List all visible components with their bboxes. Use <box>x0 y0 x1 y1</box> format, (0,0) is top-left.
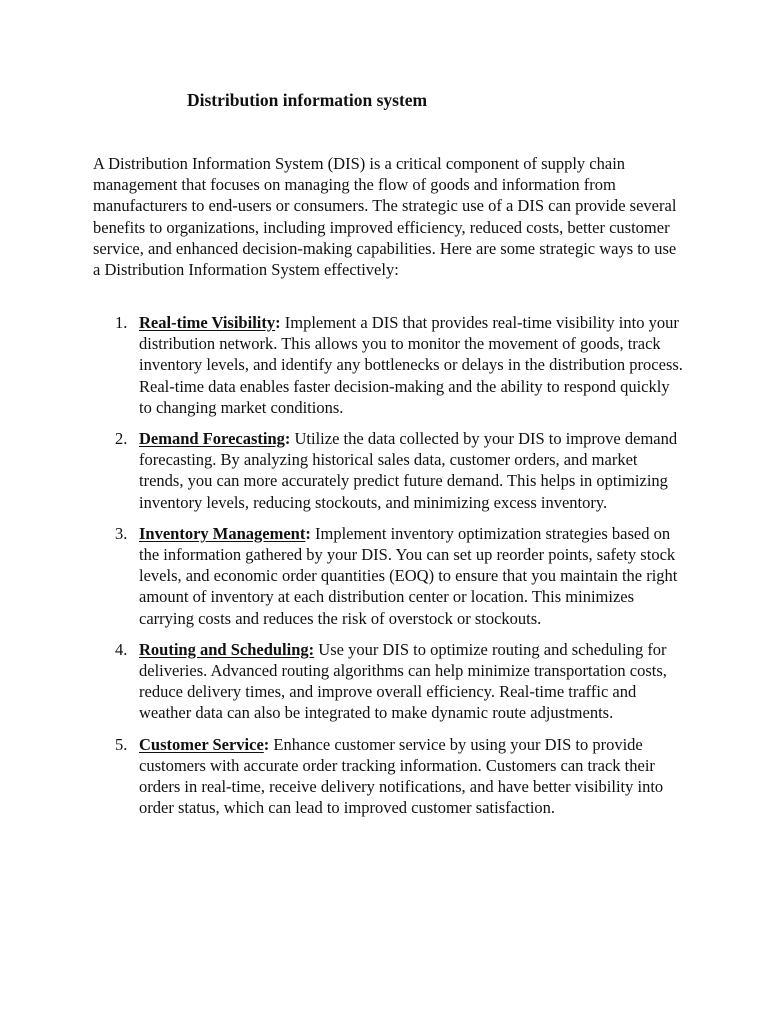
list-item-number: 4. <box>115 639 128 659</box>
list-item-term: Routing and Scheduling: <box>139 639 315 659</box>
list-item-colon: : <box>284 429 291 449</box>
list-item-number: 5. <box>115 734 128 754</box>
intro-paragraph: A Distribution Information System (DIS) is a critical component of supply chain management that focuses on managing the flow of goods and information from manufacturers to end-users or consumers. The strategic use of a DIS can provide several benefits to organizations, including improved efficiency, reduced costs, better customer service, and enhanced decision-making capabilities. Here are some strategic ways to use a Distribution Information System effectively: <box>93 154 677 280</box>
list-item-text: Implement a DIS that provides real-time visibility into your distribution network. This allows you to monitor the movement of goods, track inventory levels, and identify any bottlenecks or delays in the distribution process. Real-time data enables faster decision-making and the ability to respond quickly to changing market conditions. <box>139 313 683 417</box>
document-title: Distribution information system <box>187 90 428 110</box>
list-item <box>93 312 683 418</box>
list-item-term: Customer Service <box>139 734 264 754</box>
list-item-colon: : <box>263 734 270 754</box>
list-item-text: Implement inventory optimization strategies based on the information gathered by your DIS. You can set up reorder points, safety stock levels, and economic order quantities (EOQ) to ensure that you maintain the right amount of inventory at each distribution center or location. This minimizes carrying costs and reduces the risk of overstock or stockouts. <box>139 523 678 628</box>
list-item-text: Use your DIS to optimize routing and scheduling for deliveries. Advanced routing algorithms can help minimize transportation costs, reduce delivery times, and improve overall efficiency. Real-time traffic and weather data can also be integrated to make dynamic route adjustments. <box>139 639 667 723</box>
list-item-number: 2. <box>115 429 128 449</box>
list-item <box>93 734 683 819</box>
list-item-number: 3. <box>115 523 128 543</box>
list-item-number: 1. <box>115 313 128 332</box>
list-item-colon: : <box>275 313 281 332</box>
list-item <box>93 639 683 724</box>
list-item-text: Enhance customer service by using your DIS to provide customers with accurate order tracking information. Customers can track their orders in real-time, receive delivery notifications, and have better visibility into order status, which can lead to improved customer satisfaction. <box>139 734 664 818</box>
list-item-term: Demand Forecasting <box>139 429 285 449</box>
list-item-term: Inventory Management <box>139 523 306 543</box>
list-item <box>93 428 683 513</box>
list-item-term: Real-time Visibility <box>139 313 276 332</box>
strategy-list <box>93 312 683 828</box>
list-item-text: Utilize the data collected by your DIS to improve demand forecasting. By analyzing historical sales data, customer orders, and market trends, you can more accurately predict future demand. This helps in optimizing inventory levels, reducing stockouts, and minimizing excess inventory. <box>139 429 678 512</box>
list-item <box>93 523 683 629</box>
list-item-colon: : <box>305 523 311 543</box>
